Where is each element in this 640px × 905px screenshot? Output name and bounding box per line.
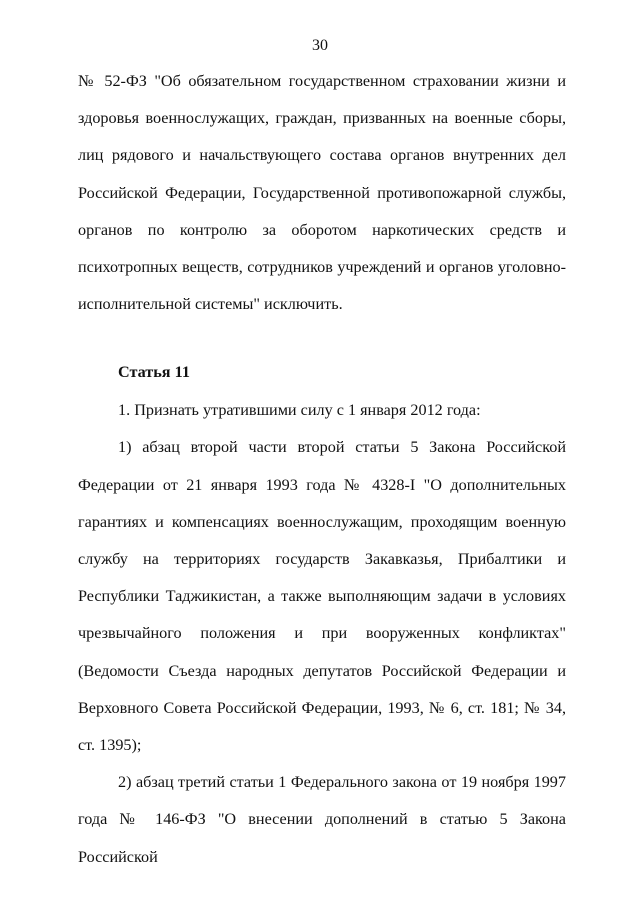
paragraph-item-2: 2) абзац третий статьи 1 Федерального закона от 19 ноября 1997 года № 146-ФЗ "О внесении дополнений в статью 5 Закона Российской xyxy=(78,773,566,866)
paragraph-clause-1: 1. Признать утратившими силу с 1 января 2012 года: xyxy=(118,401,481,420)
text-block-article-11 xyxy=(78,354,566,876)
page-number: 30 xyxy=(312,37,328,54)
text-block-continuation xyxy=(78,63,566,323)
paragraph-item-1: 1) абзац второй части второй статьи 5 Закона Российской Федерации от 21 января 1993 года № 4328-I "О дополнительных гарантиях и компенсациях военнослужащим, проходящим военную службу на территориях государств Закавказья, Прибалтики и Республики Таджикистан, а также выполняющим задачи в условиях чрезвычайного положения и при вооруженных конфликтах" (Ведомости Съезда народных депутатов Российской Федерации и Верховного Совета Российской Федерации, 1993, № 6, ст. 181; № 34, ст. 1395); xyxy=(78,438,566,755)
paragraph-continuation: № 52-ФЗ "Об обязательном государственном страховании жизни и здоровья военнослужащих, граждан, призванных на военные сборы, лиц рядового и начальствующего состава органов внутренних дел Российской Федерации, Государственной противопожарной службы, органов по контролю за оборотом наркотических средств и психотропных веществ, сотрудников учреждений и органов уголовно-исполнительной системы" исключить. xyxy=(78,72,566,314)
article-heading: Статья 11 xyxy=(118,363,190,381)
